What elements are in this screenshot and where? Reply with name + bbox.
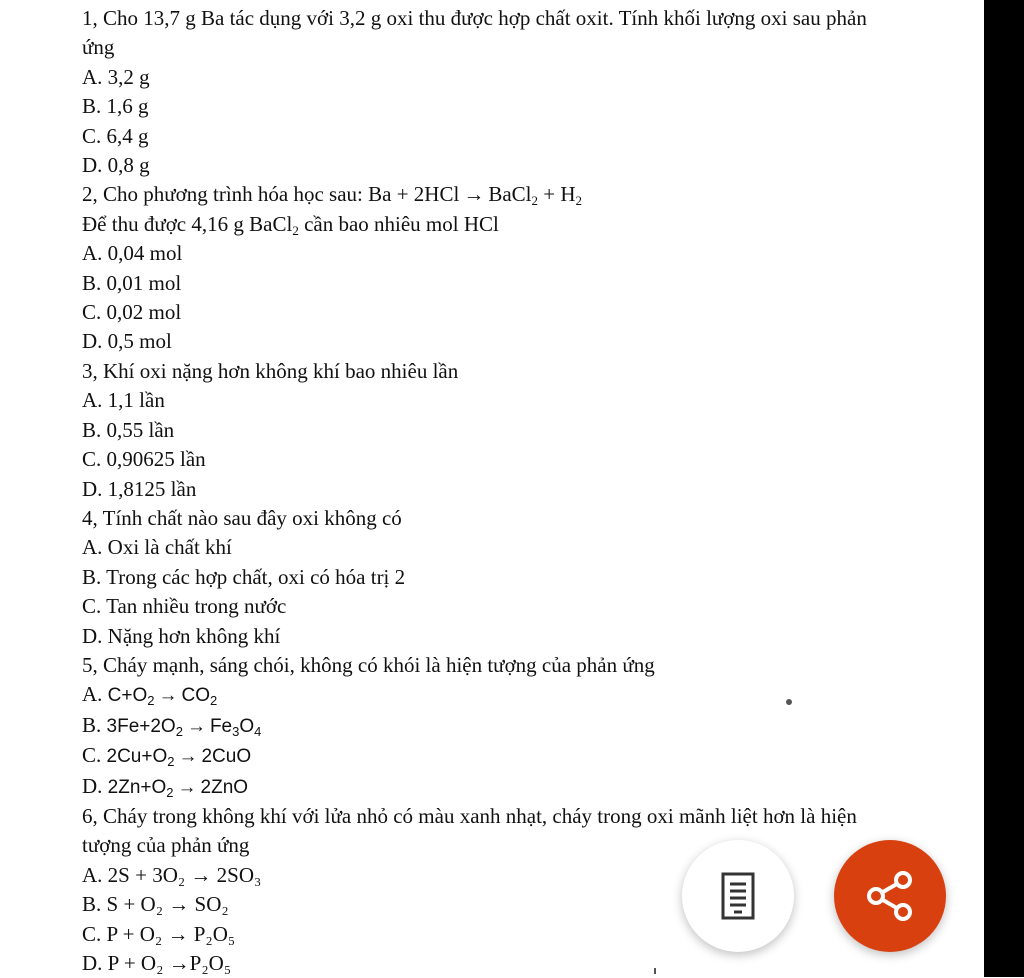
question-2-option-b: B. 0,01 mol xyxy=(82,270,182,295)
question-1-option-d: D. 0,8 g xyxy=(82,153,150,178)
question-1-option-a: A. 3,2 g xyxy=(82,64,150,89)
question-6-option-a: A. 2S + 3O₂ → 2SO₃ xyxy=(82,862,262,887)
share-button[interactable] xyxy=(834,840,946,952)
question-3-option-b: B. 0,55 lần xyxy=(82,417,175,442)
question-1-option-b: B. 1,6 g xyxy=(82,94,149,119)
share-icon xyxy=(862,868,918,924)
question-5-stem: 5, Cháy mạnh, sáng chói, không có khói là hiện tượng của phản ứng xyxy=(82,652,655,677)
document-list-button[interactable] xyxy=(682,840,794,952)
quiz-content xyxy=(82,4,942,978)
question-5-option-b: B. $3Fe+2O_2 \to Fe_3O_4$ xyxy=(82,712,262,739)
question-6-option-c: C. P + O₂ → P₂O₅ xyxy=(82,921,236,946)
question-4-option-b: B. Trong các hợp chất, oxi có hóa trị 2 xyxy=(82,564,406,589)
question-5-option-a: A. $C+O_2 \to CO_2$ xyxy=(82,682,218,709)
document-list-icon xyxy=(721,872,755,920)
question-2-option-c: C. 0,02 mol xyxy=(82,300,182,325)
question-4-option-a: A. Oxi là chất khí xyxy=(82,535,232,560)
stray-mark xyxy=(654,968,656,974)
question-3-option-a: A. 1,1 lần xyxy=(82,388,165,413)
question-1-stem: 1, Cho 13,7 g Ba tác dụng với 3,2 g oxi thu được hợp chất oxit. Tính khối lượng oxi sau phản xyxy=(82,6,867,30)
question-1-stem-cont: ứng xyxy=(82,35,115,60)
question-2-stem-prefix: 2, Cho phương trình hóa học sau: xyxy=(82,182,363,207)
question-1-option-c: C. 6,4 g xyxy=(82,123,149,148)
question-3-stem: 3, Khí oxi nặng hơn không khí bao nhiêu lần xyxy=(82,358,459,383)
question-6-stem-cont: tượng của phản ứng xyxy=(82,833,250,858)
question-4-option-c: C. Tan nhiều trong nước xyxy=(82,594,287,619)
question-5-option-c: C. $2Cu+O_2 \to 2CuO$ xyxy=(82,743,252,770)
stray-dot xyxy=(786,699,792,705)
question-6-stem: 6, Cháy trong không khí với lửa nhỏ có màu xanh nhạt, cháy trong oxi mãnh liệt hơn là hiện xyxy=(82,803,857,828)
question-4-stem: 4, Tính chất nào sau đây oxi không có xyxy=(82,505,402,530)
question-2-option-a: A. 0,04 mol xyxy=(82,241,183,266)
question-6-option-d: D. P + O₂ →P₂O₅ xyxy=(82,951,232,975)
question-3-option-c: C. 0,90625 lần xyxy=(82,447,206,472)
question-2-line2: Để thu được 4,16 g BaCl$_2$ cần bao nhiêu mol HCl xyxy=(82,211,499,238)
question-2-equation: Ba + 2HCl → BaCl$_2$ + $H_2$ xyxy=(368,182,582,209)
question-4-option-d: D. Nặng hơn không khí xyxy=(82,623,281,648)
right-edge-bar xyxy=(984,0,1024,977)
question-3-option-d: D. 1,8125 lần xyxy=(82,476,197,501)
question-2-stem xyxy=(82,180,942,209)
question-6-option-b: B. S + O₂ → SO₂ xyxy=(82,892,229,917)
question-2-option-d: D. 0,5 mol xyxy=(82,329,172,354)
question-5-option-d: D. $2Zn+O_2 \to 2ZnO$ xyxy=(82,773,249,800)
